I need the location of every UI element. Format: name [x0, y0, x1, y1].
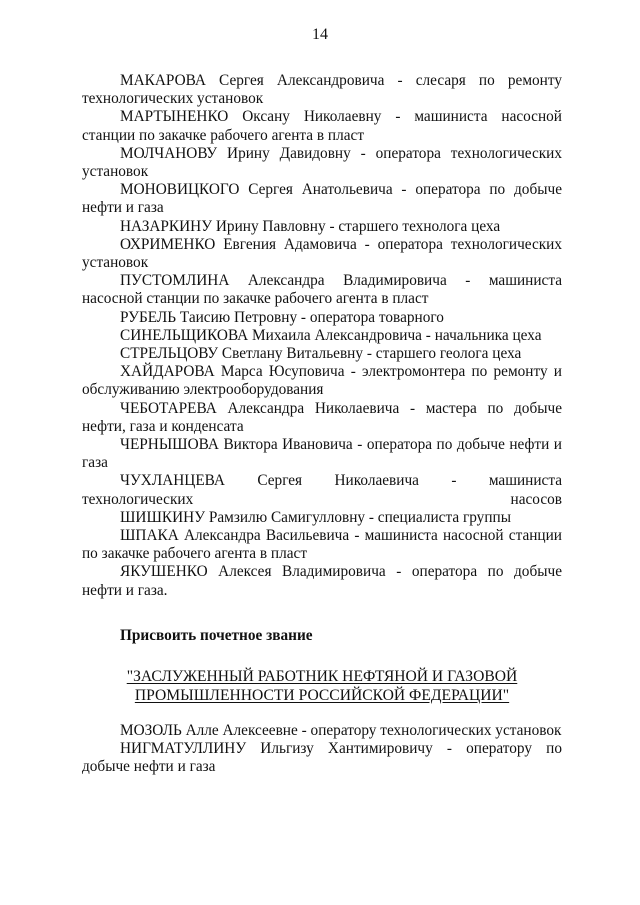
person-name: ЧЕБОТАРЕВА Александра Николаевича: [120, 399, 400, 417]
person-role: машиниста насосной станции по закачке рабочего агента в пласт: [82, 272, 562, 308]
list-item: МОЗОЛЬ Алле Алексеевне - оператору технологических установок: [120, 722, 562, 739]
person-name: МОЛЧАНОВУ Ирину Давидовну: [120, 144, 351, 162]
person-name: МОЗОЛЬ Алле Алексеевне: [120, 722, 298, 739]
person-role: специалиста группы: [377, 508, 511, 526]
person-name: СИНЕЛЬЩИКОВА Михаила Александровича: [120, 326, 422, 344]
person-name: ОХРИМЕНКО Евгения Адамовича: [120, 235, 357, 253]
list-item: ШПАКА Александра Васильевича - машиниста насосной станции по закачке рабочего агента в пласт: [82, 527, 562, 563]
person-role: оператора по добыче нефти и газа: [82, 436, 562, 472]
honorary-title-line-1: "ЗАСЛУЖЕННЫЙ РАБОТНИК НЕФТЯНОЙ И ГАЗОВОЙ: [126, 668, 518, 685]
personnel-list: [82, 72, 562, 600]
person-role: машиниста насосной станции по закачке рабочего агента в пласт: [82, 527, 562, 563]
person-name: СТРЕЛЬЦОВУ Светлану Витальевну: [120, 345, 364, 363]
list-item: ЧЕБОТАРЕВА Александра Николаевича - мастера по добыче нефти, газа и конденсата: [82, 399, 562, 435]
list-item: СИНЕЛЬЩИКОВА Михаила Александровича - начальника цеха: [120, 326, 542, 344]
person-name: ПУСТОМЛИНА Александра Владимировича: [120, 272, 447, 290]
honorary-title-line-2: ПРОМЫШЛЕННОСТИ РОССИЙСКОЙ ФЕДЕРАЦИИ": [134, 687, 510, 704]
list-item: ЯКУШЕНКО Алексея Владимировича - оператора по добыче нефти и газа.: [82, 563, 563, 599]
list-item: НАЗАРКИНУ Ирину Павловну - старшего технолога цеха: [120, 217, 501, 235]
list-item: ХАЙДАРОВА Марса Юсуповича - электромонтера по ремонту и обслуживанию электрооборудования: [82, 363, 562, 399]
person-name: ШПАКА Александра Васильевича: [120, 527, 350, 545]
person-name: ХАЙДАРОВА Марса Юсуповича: [120, 363, 345, 381]
list-item: СТРЕЛЬЦОВУ Светлану Витальевну - старшего геолога цеха: [120, 345, 522, 363]
person-name: МОНОВИЦКОГО Сергея Анатольевича: [120, 181, 393, 199]
person-role: слесаря по ремонту технологических установок: [82, 72, 562, 108]
person-name: РУБЕЛЬ Таисию Петровну: [120, 308, 298, 326]
person-name: ЯКУШЕНКО Алексея Владимировича: [120, 563, 386, 581]
person-role: оператора по добыче нефти и газа.: [82, 563, 563, 599]
list-item: МАРТЫНЕНКО Оксану Николаевну - машиниста насосной станции по закачке рабочего агента в пласт: [82, 108, 562, 144]
person-role: мастера по добыче нефти, газа и конденсата: [82, 399, 562, 435]
honorary-title: [82, 667, 562, 705]
person-role: оператора товарного: [309, 308, 444, 326]
person-role: оператору технологических установок: [310, 722, 562, 739]
person-name: МАРТЫНЕНКО Оксану Николаевну: [120, 108, 382, 126]
page-number: 14: [312, 26, 328, 43]
person-role: начальника цеха: [434, 326, 542, 344]
list-item: ПУСТОМЛИНА Александра Владимировича - машиниста насосной станции по закачке рабочего агента в пласт: [82, 272, 562, 308]
list-item: МОНОВИЦКОГО Сергея Анатольевича - оператора по добыче нефти и газа: [82, 181, 562, 217]
person-role: машиниста технологических насосов: [82, 472, 562, 508]
person-name: НИГМАТУЛЛИНУ Ильгизу Хантимировичу: [120, 740, 433, 758]
list-item: ЧУХЛАНЦЕВА Сергея Николаевича - машиниста технологических насосов: [82, 472, 562, 508]
person-role: оператора технологических установок: [82, 235, 562, 272]
person-role: старшего технолога цеха: [338, 217, 501, 235]
person-role: машиниста насосной станции по закачке рабочего агента в пласт: [82, 108, 562, 144]
person-name: НАЗАРКИНУ Ирину Павловну: [120, 217, 326, 235]
list-item: ШИШКИНУ Рамзилю Самигулловну - специалиста группы: [120, 508, 511, 526]
person-name: ШИШКИНУ Рамзилю Самигулловну: [120, 508, 366, 526]
list-item: РУБЕЛЬ Таисию Петровну - оператора товарного: [120, 308, 444, 326]
person-name: ЧЕРНЫШОВА Виктора Ивановича: [120, 436, 353, 454]
award-heading: Присвоить почетное звание: [120, 627, 313, 644]
list-item: МАКАРОВА Сергея Александровича - слесаря по ремонту технологических установок: [82, 72, 562, 108]
list-item: ЧЕРНЫШОВА Виктора Ивановича - оператора по добыче нефти и газа: [82, 436, 562, 472]
person-role: электромонтера по ремонту и обслуживанию электрооборудования: [82, 363, 562, 399]
recipients-list: [82, 722, 562, 777]
person-role: старшего геолога цеха: [375, 345, 522, 363]
person-role: оператора по добыче нефти и газа: [82, 181, 562, 217]
list-item: ОХРИМЕНКО Евгения Адамовича - оператора технологических установок: [82, 235, 562, 272]
list-item: МОЛЧАНОВУ Ирину Давидовну - оператора технологических установок: [82, 144, 563, 181]
person-name: МАКАРОВА Сергея Александровича: [120, 72, 385, 89]
person-role: оператору по добыче нефти и газа: [82, 740, 562, 776]
person-role: оператора технологических установок: [82, 144, 563, 181]
person-name: ЧУХЛАНЦЕВА Сергея Николаевича: [120, 472, 419, 490]
list-item: НИГМАТУЛЛИНУ Ильгизу Хантимировичу - оператору по добыче нефти и газа: [82, 740, 562, 776]
